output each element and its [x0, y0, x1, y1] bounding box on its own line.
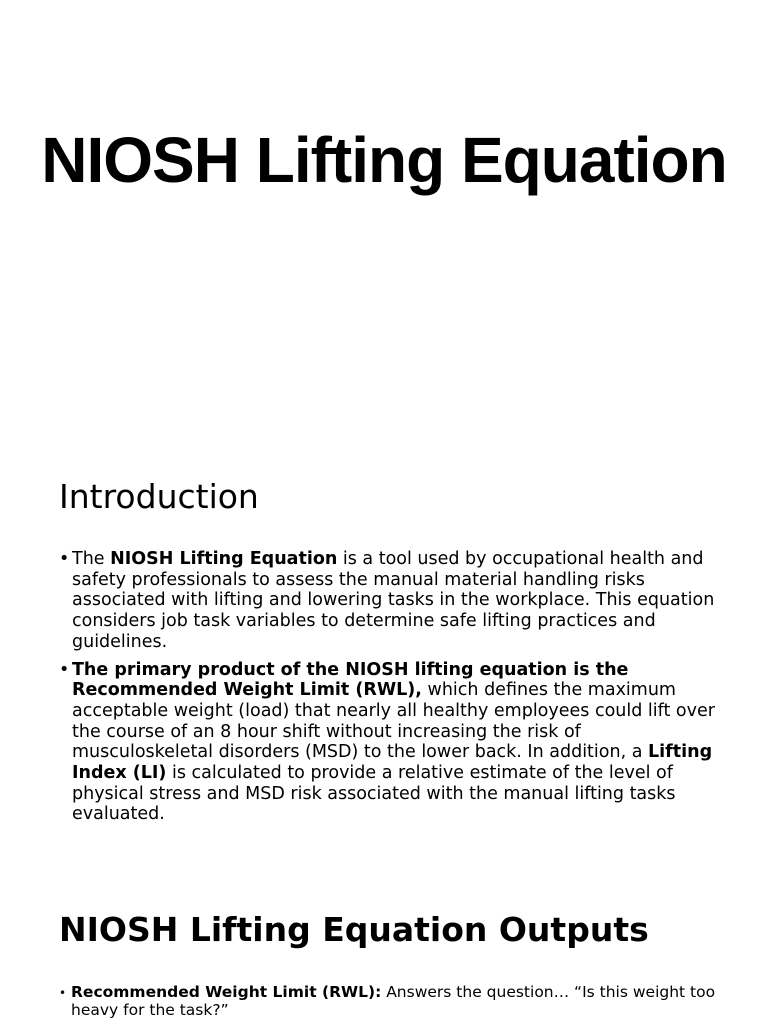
outputs-bullet-list [59, 983, 719, 1019]
bullet-text-rest: which defines the maximum acceptable weight (load) that nearly all healthy employees could lift over the course of an 8 hour shift without increasing the risk of musculoskeletal disorders (MSD) to the lower back. In addition, a [72, 680, 715, 763]
bullet-text-bold: NIOSH Lifting Equation [110, 549, 338, 569]
bullet-icon: • [59, 659, 70, 680]
bullet-text-bold: The primary product of the NIOSH lifting equation is the Recommended Weight Limit (RWL), [72, 659, 629, 701]
list-item [59, 660, 719, 826]
bullet-text-rest-2: is calculated to provide a relative estimate of the level of physical stress and MSD risk associated with the manual lifting tasks evaluated. [72, 763, 676, 825]
introduction-bullet-list [59, 549, 719, 832]
bullet-text-bold: Recommended Weight Limit (RWL): [71, 983, 382, 1001]
bullet-text-lead: The [72, 549, 111, 569]
bullet-text-rest: is a tool used by occupational health and safety professionals to assess the manual material handling risks associated with lifting and lowering tasks in the workplace. This equation considers job task variables to determine safe lifting practices and guidelines. [72, 549, 715, 652]
bullet-text-bold-2: Lifting Index (LI) [72, 742, 713, 784]
bullet-icon: • [59, 986, 67, 1000]
list-item [59, 983, 719, 1019]
slide-title: NIOSH Lifting Equation [41, 124, 727, 196]
introduction-heading: Introduction [59, 477, 259, 516]
bullet-text-rest: Answers the question… “Is this weight too heavy for the task?” [71, 983, 716, 1019]
bullet-icon: • [59, 549, 70, 569]
outputs-heading: NIOSH Lifting Equation Outputs [59, 910, 649, 949]
list-item [59, 549, 719, 653]
